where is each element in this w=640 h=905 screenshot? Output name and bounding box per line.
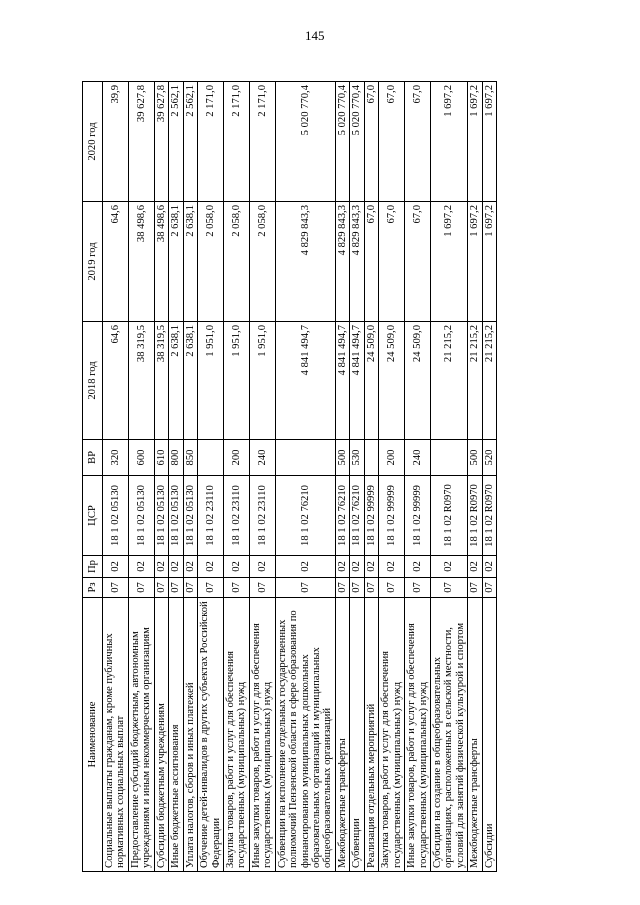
cell-rz: 07 <box>128 578 154 598</box>
cell-pr: 02 <box>223 556 249 578</box>
cell-csr: 18 1 02 76210 <box>350 476 364 556</box>
cell-pr: 02 <box>154 556 168 578</box>
cell-rz: 07 <box>198 578 224 598</box>
cell-2019: 64,6 <box>103 202 129 322</box>
cell-2018: 24 509,0 <box>364 322 378 440</box>
cell-pr: 02 <box>482 556 496 578</box>
table-row <box>249 82 275 872</box>
cell-2020: 2 171,0 <box>249 82 275 202</box>
cell-vr: 530 <box>350 440 364 476</box>
cell-pr: 02 <box>169 556 183 578</box>
cell-rz: 07 <box>364 578 378 598</box>
table-row <box>482 82 496 872</box>
header-rz: Рз <box>83 578 103 598</box>
cell-2020: 5 020 770,4 <box>350 82 364 202</box>
page-number: 145 <box>305 28 325 43</box>
cell-2020: 5 020 770,4 <box>335 82 349 202</box>
cell-csr: 18 1 02 05130 <box>128 476 154 556</box>
cell-2019: 38 498,6 <box>154 202 168 322</box>
table-row <box>364 82 378 872</box>
cell-rz: 07 <box>249 578 275 598</box>
cell-2020: 67,0 <box>364 82 378 202</box>
cell-pr: 02 <box>468 556 482 578</box>
header-2018: 2018 год <box>83 322 103 440</box>
cell-2018: 4 841 494,7 <box>335 322 349 440</box>
cell-2019: 67,0 <box>364 202 378 322</box>
cell-2020: 5 020 770,4 <box>275 82 335 202</box>
cell-name: Субсидии бюджетным учреждениям <box>154 598 168 872</box>
cell-2019: 2 058,0 <box>249 202 275 322</box>
cell-pr: 02 <box>249 556 275 578</box>
table-row <box>275 82 335 872</box>
cell-csr: 18 1 02 R0970 <box>430 476 467 556</box>
cell-2019: 2 058,0 <box>223 202 249 322</box>
cell-2020: 2 562,1 <box>169 82 183 202</box>
cell-2018: 21 215,2 <box>468 322 482 440</box>
cell-2020: 39 627,8 <box>128 82 154 202</box>
cell-csr: 18 1 02 05130 <box>103 476 129 556</box>
cell-2020: 67,0 <box>379 82 405 202</box>
cell-2019: 4 829 843,3 <box>350 202 364 322</box>
cell-csr: 18 1 02 99999 <box>364 476 378 556</box>
cell-vr: 600 <box>128 440 154 476</box>
cell-pr: 02 <box>335 556 349 578</box>
cell-rz: 07 <box>468 578 482 598</box>
cell-2019: 1 697,2 <box>468 202 482 322</box>
cell-rz: 07 <box>335 578 349 598</box>
budget-table <box>82 81 497 872</box>
table-row <box>198 82 224 872</box>
cell-vr: 240 <box>405 440 431 476</box>
cell-vr: 240 <box>249 440 275 476</box>
cell-pr: 02 <box>430 556 467 578</box>
cell-2018: 2 638,1 <box>183 322 197 440</box>
table-row <box>405 82 431 872</box>
cell-name: Иные бюджетные ассигнования <box>169 598 183 872</box>
cell-name: Субвенции <box>350 598 364 872</box>
cell-2019: 4 829 843,3 <box>275 202 335 322</box>
cell-csr: 18 1 02 99999 <box>379 476 405 556</box>
cell-csr: 18 1 02 R0970 <box>468 476 482 556</box>
cell-name: Закупка товаров, работ и услуг для обеспечения государственных (муниципальных) нужд <box>223 598 249 872</box>
cell-name: Уплата налогов, сборов и иных платежей <box>183 598 197 872</box>
cell-pr: 02 <box>103 556 129 578</box>
cell-rz: 07 <box>103 578 129 598</box>
cell-2019: 1 697,2 <box>430 202 467 322</box>
cell-rz: 07 <box>482 578 496 598</box>
header-pr: Пр <box>83 556 103 578</box>
cell-2020: 2 171,0 <box>223 82 249 202</box>
cell-csr: 18 1 02 23110 <box>223 476 249 556</box>
cell-pr: 02 <box>128 556 154 578</box>
cell-2020: 39,9 <box>103 82 129 202</box>
cell-vr: 200 <box>223 440 249 476</box>
cell-name: Иные закупки товаров, работ и услуг для обеспечения государственных (муниципальных) нужд <box>405 598 431 872</box>
cell-rz: 07 <box>275 578 335 598</box>
table-body <box>103 82 497 872</box>
cell-2018: 1 951,0 <box>249 322 275 440</box>
cell-vr: 850 <box>183 440 197 476</box>
cell-2018: 24 509,0 <box>405 322 431 440</box>
cell-rz: 07 <box>183 578 197 598</box>
cell-vr <box>364 440 378 476</box>
table-row <box>223 82 249 872</box>
cell-vr: 200 <box>379 440 405 476</box>
cell-csr: 18 1 02 23110 <box>249 476 275 556</box>
cell-vr <box>275 440 335 476</box>
cell-pr: 02 <box>379 556 405 578</box>
rotated-table-container <box>82 82 547 872</box>
table-row <box>169 82 183 872</box>
cell-vr: 320 <box>103 440 129 476</box>
cell-name: Закупка товаров, работ и услуг для обеспечения государственных (муниципальных) нужд <box>379 598 405 872</box>
cell-csr: 18 1 02 76210 <box>335 476 349 556</box>
header-vr: ВР <box>83 440 103 476</box>
cell-vr <box>430 440 467 476</box>
cell-pr: 02 <box>350 556 364 578</box>
cell-name: Субвенции на исполнение отдельных государственных полномочий Пензенской области в сфере образования по финансированию муниципальных дошкольных образовательных организаций и муниципальных общеобразовательных организаций <box>275 598 335 872</box>
table-row <box>128 82 154 872</box>
table-row <box>103 82 129 872</box>
cell-rz: 07 <box>405 578 431 598</box>
cell-pr: 02 <box>405 556 431 578</box>
cell-vr: 500 <box>468 440 482 476</box>
cell-vr: 520 <box>482 440 496 476</box>
cell-vr: 610 <box>154 440 168 476</box>
cell-2020: 1 697,2 <box>430 82 467 202</box>
header-name: Наименование <box>83 598 103 872</box>
cell-2019: 2 638,1 <box>183 202 197 322</box>
cell-name: Обучение детей-инвалидов в других субъектах Российской Федерации <box>198 598 224 872</box>
table-row <box>430 82 467 872</box>
cell-pr: 02 <box>275 556 335 578</box>
cell-2020: 2 562,1 <box>183 82 197 202</box>
cell-name: Реализация отдельных мероприятий <box>364 598 378 872</box>
table-row <box>335 82 349 872</box>
cell-rz: 07 <box>169 578 183 598</box>
cell-csr: 18 1 02 23110 <box>198 476 224 556</box>
cell-2018: 4 841 494,7 <box>275 322 335 440</box>
cell-2018: 2 638,1 <box>169 322 183 440</box>
cell-2019: 4 829 843,3 <box>335 202 349 322</box>
table-row <box>183 82 197 872</box>
cell-name: Иные закупки товаров, работ и услуг для обеспечения государственных (муниципальных) нужд <box>249 598 275 872</box>
cell-vr: 500 <box>335 440 349 476</box>
cell-2020: 2 171,0 <box>198 82 224 202</box>
table-row <box>350 82 364 872</box>
cell-rz: 07 <box>350 578 364 598</box>
cell-2018: 64,6 <box>103 322 129 440</box>
cell-2018: 38 319,5 <box>154 322 168 440</box>
cell-2020: 67,0 <box>405 82 431 202</box>
cell-pr: 02 <box>183 556 197 578</box>
cell-csr: 18 1 02 R0970 <box>482 476 496 556</box>
cell-2018: 21 215,2 <box>430 322 467 440</box>
table-header-row <box>83 82 103 872</box>
cell-2019: 38 498,6 <box>128 202 154 322</box>
cell-2018: 4 841 494,7 <box>350 322 364 440</box>
cell-name: Межбюджетные трансферты <box>335 598 349 872</box>
cell-2019: 67,0 <box>405 202 431 322</box>
cell-name: Социальные выплаты гражданам, кроме публичных нормативных социальных выплат <box>103 598 129 872</box>
cell-2020: 39 627,8 <box>154 82 168 202</box>
cell-name: Предоставление субсидий бюджетным, автономным учреждениям и иным некоммерческим организациям <box>128 598 154 872</box>
cell-name: Межбюджетные трансферты <box>468 598 482 872</box>
cell-2018: 21 215,2 <box>482 322 496 440</box>
header-csr: ЦСР <box>83 476 103 556</box>
cell-2018: 38 319,5 <box>128 322 154 440</box>
cell-name: Субсидии на создание в общеобразовательных организациях, расположенных в сельской местности, условий для занятий физической культурой и спортом <box>430 598 467 872</box>
header-2020: 2020 год <box>83 82 103 202</box>
cell-csr: 18 1 02 76210 <box>275 476 335 556</box>
cell-rz: 07 <box>154 578 168 598</box>
table-row <box>468 82 482 872</box>
header-2019: 2019 год <box>83 202 103 322</box>
table-row <box>154 82 168 872</box>
cell-2019: 67,0 <box>379 202 405 322</box>
cell-pr: 02 <box>364 556 378 578</box>
table-row <box>379 82 405 872</box>
cell-csr: 18 1 02 99999 <box>405 476 431 556</box>
cell-name: Субсидии <box>482 598 496 872</box>
cell-csr: 18 1 02 05130 <box>154 476 168 556</box>
cell-rz: 07 <box>379 578 405 598</box>
cell-2018: 1 951,0 <box>198 322 224 440</box>
cell-2018: 24 509,0 <box>379 322 405 440</box>
cell-rz: 07 <box>430 578 467 598</box>
cell-vr <box>198 440 224 476</box>
cell-2018: 1 951,0 <box>223 322 249 440</box>
cell-csr: 18 1 02 05130 <box>183 476 197 556</box>
cell-2019: 2 058,0 <box>198 202 224 322</box>
cell-rz: 07 <box>223 578 249 598</box>
cell-2020: 1 697,2 <box>468 82 482 202</box>
cell-2020: 1 697,2 <box>482 82 496 202</box>
cell-2019: 2 638,1 <box>169 202 183 322</box>
cell-csr: 18 1 02 05130 <box>169 476 183 556</box>
cell-vr: 800 <box>169 440 183 476</box>
cell-2019: 1 697,2 <box>482 202 496 322</box>
cell-pr: 02 <box>198 556 224 578</box>
